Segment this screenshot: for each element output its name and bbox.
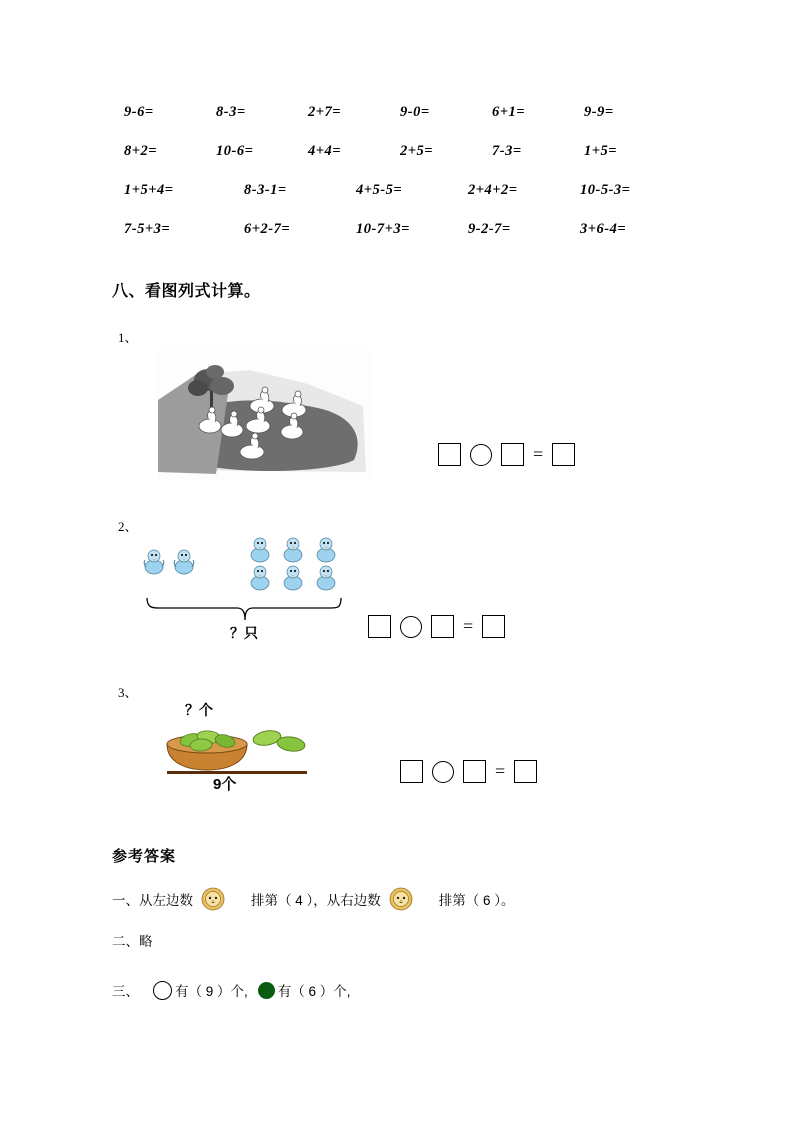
answer-line-3: [112, 980, 351, 1000]
answer-box[interactable]: [400, 760, 423, 783]
answer-line-3-open-text: 有（ 9 ）个,: [175, 984, 248, 999]
calc-cell: 10-7+3=: [356, 221, 410, 237]
filled-circle-icon: [258, 982, 275, 999]
operator-circle[interactable]: [470, 444, 492, 466]
answer-line-3-filled-text: 有（ 6 ）个,: [277, 984, 351, 999]
lion-icon: [199, 886, 227, 912]
pond-scene-svg: [158, 350, 370, 480]
answer-line-1-middle: 排第（ 4 ），从右边数: [251, 893, 381, 908]
calc-cell: 2+5=: [400, 143, 434, 159]
answer-box[interactable]: [552, 443, 575, 466]
problem-number-3: 3、: [118, 685, 138, 700]
problem-number-1: 1、: [118, 330, 138, 345]
calc-cell: 9-6=: [124, 104, 154, 120]
birds-illustration: [135, 534, 360, 649]
basket-svg: [155, 718, 335, 776]
answer-line-2: 二、略: [112, 934, 153, 949]
calc-row: [112, 182, 692, 199]
bird-icon: [280, 536, 306, 564]
group-brace: [145, 596, 345, 622]
section-heading: 八、看图列式计算。: [112, 283, 261, 300]
bird-icon: [247, 564, 273, 592]
answer-line-3-prefix: 三、: [112, 984, 139, 999]
answer-line-1-suffix: 排第（ 6 ）。: [438, 893, 515, 908]
answer-box[interactable]: [514, 760, 537, 783]
question-label-2: ？只: [230, 625, 258, 641]
bird-icon: [141, 548, 167, 576]
base-label-3: 9个: [213, 776, 237, 793]
baseline-rule: [167, 771, 307, 774]
calc-cell: 8-3-1=: [244, 182, 287, 198]
calc-cell: 7-3=: [492, 143, 522, 159]
equals-sign: =: [533, 444, 544, 464]
calc-cell: 2+7=: [308, 104, 342, 120]
equals-sign: =: [463, 616, 474, 636]
brace-svg: [145, 596, 345, 622]
calc-cell: 9-2-7=: [468, 221, 511, 237]
operator-circle[interactable]: [432, 761, 454, 783]
bird-icon: [313, 564, 339, 592]
calc-row: [112, 221, 692, 238]
calc-cell: 9-9=: [584, 104, 614, 120]
bird-icon: [247, 536, 273, 564]
beans-basket-illustration: [155, 700, 345, 795]
calc-cell: 1+5=: [584, 143, 618, 159]
question-label-3: ？个: [185, 702, 213, 718]
calc-cell: 10-5-3=: [580, 182, 631, 198]
calc-cell: 10-6=: [216, 143, 254, 159]
calc-cell: 8+2=: [124, 143, 158, 159]
calc-cell: 2+4+2=: [468, 182, 518, 198]
answer-line-1-prefix: 一、从左边数: [112, 893, 193, 908]
open-circle-icon: [153, 981, 172, 1000]
calc-row: [112, 143, 692, 160]
answer-box[interactable]: [368, 615, 391, 638]
calc-cell: 8-3=: [216, 104, 246, 120]
calc-row: [112, 104, 692, 121]
equation-boxes-1[interactable]: [438, 443, 575, 466]
equation-boxes-2[interactable]: [368, 615, 505, 638]
calc-cell: 4+4=: [308, 143, 342, 159]
geese-pond-illustration: [158, 350, 370, 480]
calc-cell: 3+6-4=: [580, 221, 627, 237]
answer-box[interactable]: [438, 443, 461, 466]
answer-box[interactable]: [463, 760, 486, 783]
calc-cell: 7-5+3=: [124, 221, 171, 237]
answer-key-title: 参考答案: [112, 848, 177, 865]
calc-cell: 6+1=: [492, 104, 526, 120]
calc-cell: 6+2-7=: [244, 221, 291, 237]
lion-icon: [387, 886, 415, 912]
answer-line-1: [112, 886, 515, 912]
calc-cell: 9-0=: [400, 104, 430, 120]
bird-icon: [313, 536, 339, 564]
answer-box[interactable]: [501, 443, 524, 466]
equation-boxes-3[interactable]: [400, 760, 537, 783]
answer-box[interactable]: [431, 615, 454, 638]
bird-icon: [280, 564, 306, 592]
equals-sign: =: [495, 761, 506, 781]
calculation-block: [112, 104, 692, 260]
calc-cell: 1+5+4=: [124, 182, 174, 198]
answer-box[interactable]: [482, 615, 505, 638]
operator-circle[interactable]: [400, 616, 422, 638]
bird-icon: [171, 548, 197, 576]
calc-cell: 4+5-5=: [356, 182, 403, 198]
problem-number-2: 2、: [118, 519, 138, 534]
